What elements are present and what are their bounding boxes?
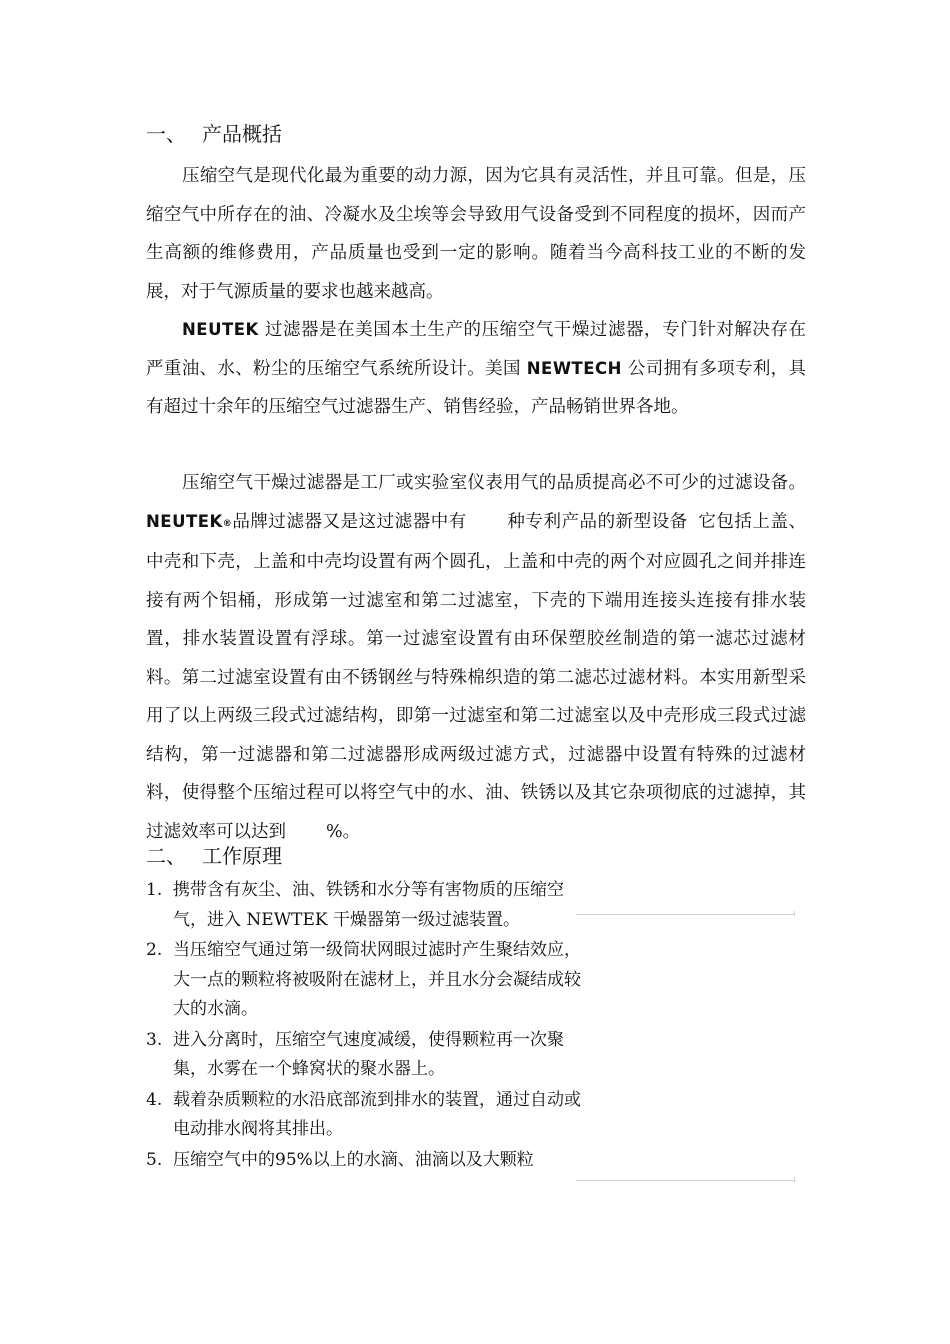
- paragraph-brand: [146, 311, 806, 427]
- step-text: 携带含有灰尘、油、铁锈和水分等有害物质的压缩空气，进入 NEWTEK 干燥器第一级过滤装置。: [173, 880, 564, 930]
- paragraph-text: 品牌过滤器又是这过滤器中有: [231, 511, 467, 532]
- section-heading-principle: [146, 842, 282, 870]
- section-number: 一、: [146, 122, 186, 146]
- brand-name: NEUTEK: [146, 511, 223, 531]
- section-number: 二、: [146, 844, 186, 868]
- step-index: 2.: [146, 940, 163, 960]
- company-name: NEWTECH: [526, 358, 622, 378]
- working-steps-list: [146, 876, 586, 1176]
- step-text: 进入分离时，压缩空气速度减缓，使得颗粒再一次聚集，水雾在一个蜂窝状的聚水器上。: [173, 1029, 564, 1079]
- section-heading-overview: [146, 120, 282, 148]
- list-item: [146, 1026, 586, 1085]
- paragraph-text: 压缩空气是现代化最为重要的动力源，因为它具有灵活性，并且可靠。但是，压缩空气中所存在的油、冷凝水及尘埃等会导致用气设备受到不同程度的损坏，因而产生高额的维修费用，产品质量也受到一定的影响。随着当今高科技工业的不断的发展，对于气源质量的要求也越来越高。: [146, 166, 806, 302]
- list-item: [146, 1086, 586, 1145]
- registered-mark: ®: [222, 518, 232, 529]
- step-text: 当压缩空气通过第一级筒状网眼过滤时产生聚结效应，大一点的颗粒将被吸附在滤材上，并且水分会凝结成较大的水滴。: [173, 940, 581, 1019]
- step-index: 4.: [146, 1089, 163, 1110]
- paragraph-text: 压缩空气干燥过滤器是工厂或实验室仪表用气的品质提高必不可少的过滤设备。: [182, 473, 806, 493]
- step-index: 1.: [146, 880, 163, 900]
- step-index: 5.: [146, 1149, 163, 1170]
- step-index: 3.: [146, 1029, 163, 1050]
- paragraph-text: 公司拥有多项专利，具有超过十余年的压缩空气过滤器生产、销售经验，产品畅销世界各地。: [146, 358, 807, 417]
- paragraph-text: 种专利产品的新型设备: [506, 511, 688, 532]
- step-text: 压缩空气中的95%以上的水滴、油滴以及大颗粒: [173, 1149, 534, 1170]
- paragraph-text: %。: [326, 821, 361, 842]
- list-item: [146, 936, 586, 1025]
- list-item: [146, 876, 586, 935]
- paragraph-text: 它包括上盖、中壳和下壳，上盖和中壳均设置有两个圆孔，上盖和中壳的两个对应圆孔之间并排连接有两个铝桶，形成第一过滤室和第二过滤室，下壳的下端用连接头连接有排水装置，排水装置设置有浮球。第一过滤室设置有由环保塑胶丝制造的第一滤芯过滤材料。第二过滤室设置有由不锈钢丝与特殊棉织造的第二滤芯过滤材料。本实用新型采用了以上两级三段式过滤结构，即第一过滤室和第二过滤室以及中壳形成三段式过滤结构，第一过滤器和第二过滤器形成两级过滤方式，过滤器中设置有特殊的过滤材料，使得整个压缩过程可以将空气中的水、油、铁锈以及其它杂项彻底的过滤掉，其过滤效率可以达到: [146, 511, 807, 842]
- divider-line: [576, 914, 794, 915]
- paragraph-product: [146, 464, 806, 851]
- paragraph-text: 过滤器是在美国本土生产的压缩空气干燥过滤器，专门针对解决存在严重油、水、粉尘的压缩空气系统所设计。美国: [146, 320, 806, 379]
- section-title: 产品概括: [202, 122, 282, 146]
- step-text: 载着杂质颗粒的水沿底部流到排水的装置，通过自动或电动排水阀将其排出。: [173, 1089, 581, 1139]
- brand-name: NEUTEK: [182, 320, 259, 339]
- section-title: 工作原理: [202, 844, 282, 868]
- list-item: [146, 1146, 586, 1176]
- paragraph-intro: [146, 157, 806, 311]
- divider-line: [576, 1180, 794, 1181]
